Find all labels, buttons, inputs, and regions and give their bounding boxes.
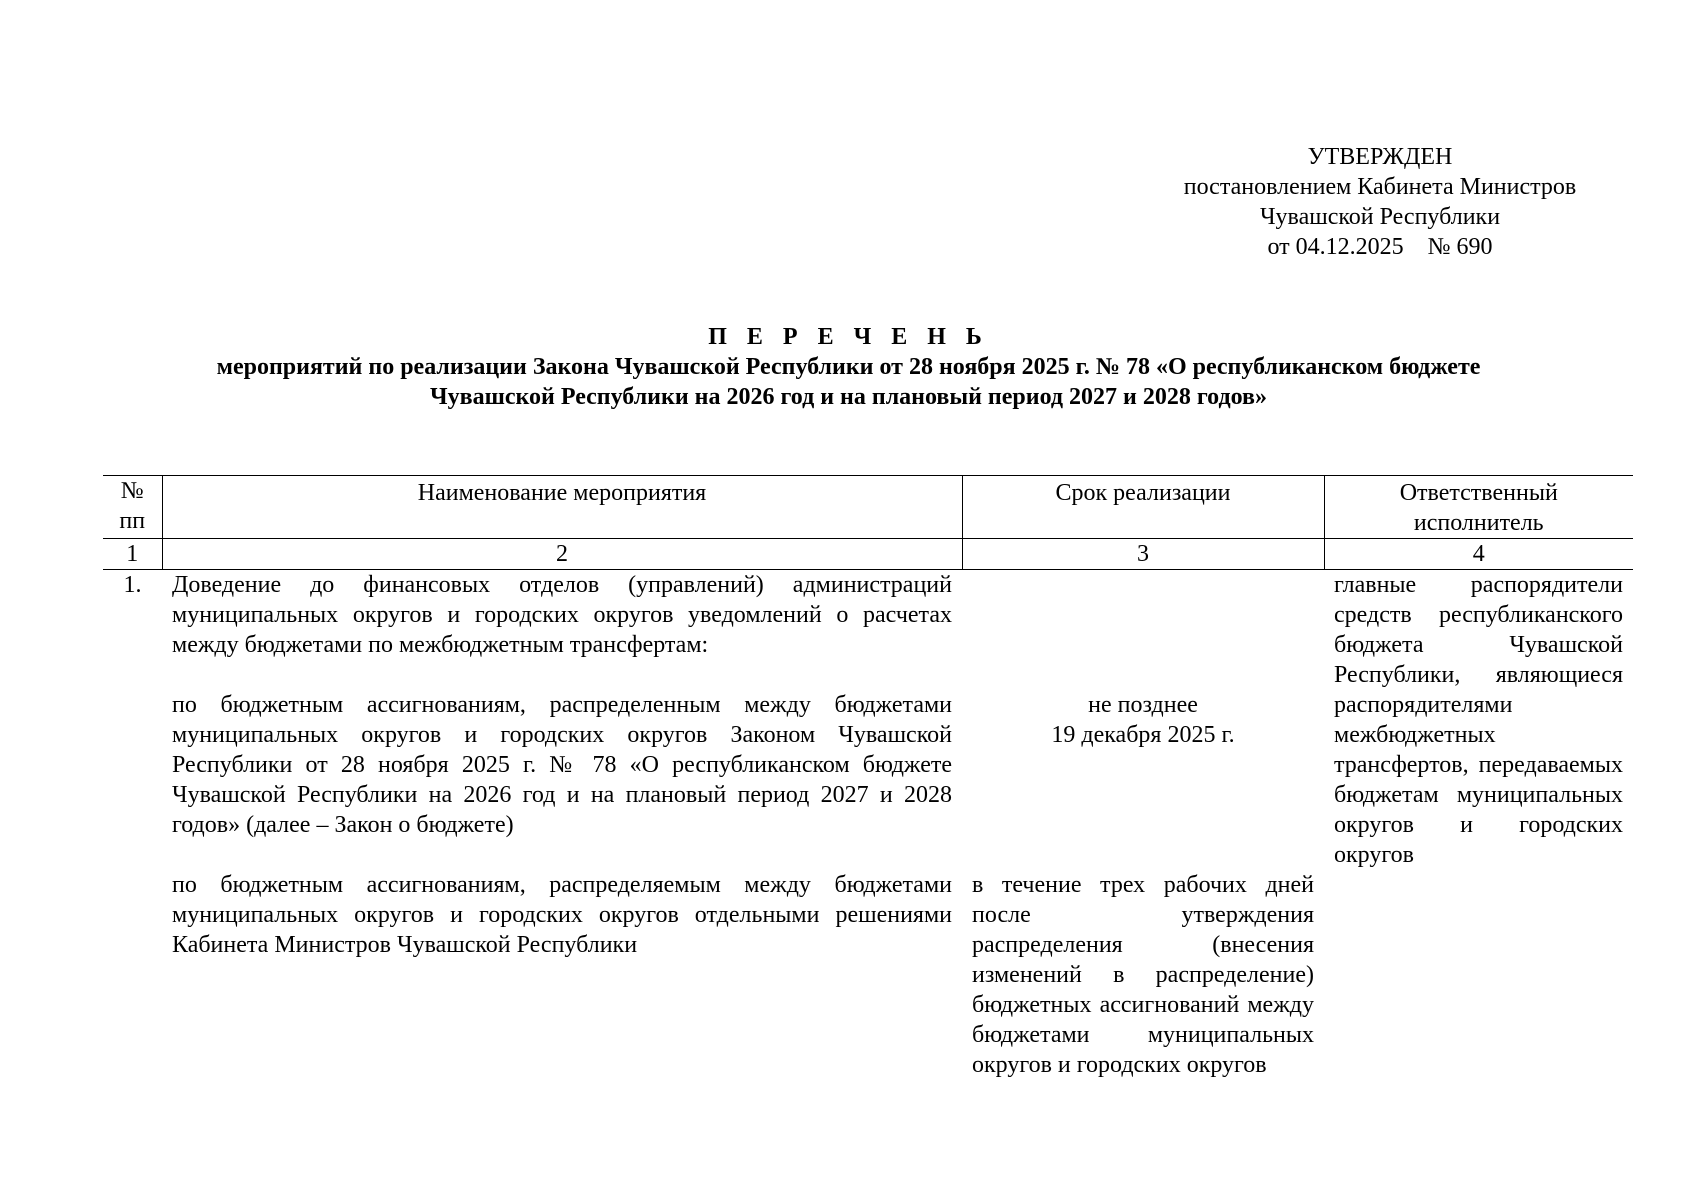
header-responsible-line2: исполнитель (1413, 510, 1544, 536)
responsible-executor: главные распорядители средств республиканского бюджета Чувашской Республики, являющиеся распорядителями межбюджетных трансфертов, передаваемых бюджетам муниципальных округов и городских округов (1334, 572, 1623, 868)
term-item-1-line1: не позднее (1088, 692, 1198, 718)
header-number (103, 476, 162, 539)
measure-item-1: по бюджетным ассигнованиям, распределенным между бюджетами муниципальных округов и городских округов Законом Чувашской Республики от 28 ноября 2025 г. № 78 «О республиканском бюджете Чувашской Республики на 2026 год и на плановый период 2027 и 2028 годов» (далее – Закон о бюджете) (172, 692, 952, 838)
header-name: Наименование мероприятия (162, 476, 962, 539)
table-row (103, 570, 1633, 1081)
column-number-3: 3 (962, 539, 1324, 570)
row-term (962, 570, 1324, 1081)
header-responsible (1324, 476, 1633, 539)
term-item-1-line2: 19 декабря 2025 г. (1051, 722, 1235, 748)
document-title (100, 322, 1597, 412)
title-subtitle-line1: мероприятий по реализации Закона Чувашской Республики от 28 ноября 2025 г. № 78 «О республиканском бюджете (216, 354, 1481, 380)
table-header-row (103, 476, 1633, 539)
header-number-line1: № (120, 478, 144, 504)
term-item-2: в течение трех рабочих дней после утверждения распределения (внесения изменений в распределение) бюджетных ассигнований между бюджетами муниципальных округов и городских округов (972, 872, 1314, 1078)
column-number-4: 4 (1324, 539, 1633, 570)
row-measure-name (162, 570, 962, 1081)
column-number-2: 2 (162, 539, 962, 570)
measure-item-2: по бюджетным ассигнованиям, распределяемым между бюджетами муниципальных округов и городских округов отдельными решениями Кабинета Министров Чувашской Республики (172, 872, 952, 958)
row-responsible (1324, 570, 1633, 1081)
header-number-line2: пп (119, 508, 146, 534)
column-number-1: 1 (103, 539, 162, 570)
header-term: Срок реализации (962, 476, 1324, 539)
header-responsible-line1: Ответственный (1399, 480, 1558, 506)
title-main: П Е Р Е Ч Е Н Ь (708, 324, 989, 350)
approval-stamp (1150, 142, 1610, 262)
measures-table (103, 475, 1633, 1080)
title-subtitle-line2: Чувашской Республики на 2026 год и на плановый период 2027 и 2028 годов» (430, 384, 1267, 410)
approval-title: УТВЕРЖДЕН (1307, 144, 1453, 170)
approval-authority: постановлением Кабинета Министров (1183, 174, 1577, 200)
approval-date-number: от 04.12.2025 № 690 (1267, 234, 1493, 260)
approval-region: Чувашской Республики (1259, 204, 1501, 230)
row-number: 1. (103, 570, 162, 1081)
column-number-row (103, 539, 1633, 570)
measure-intro: Доведение до финансовых отделов (управлений) администраций муниципальных округов и городских округов уведомлений о расчетах между бюджетами по межбюджетным трансфертам: (172, 572, 952, 658)
